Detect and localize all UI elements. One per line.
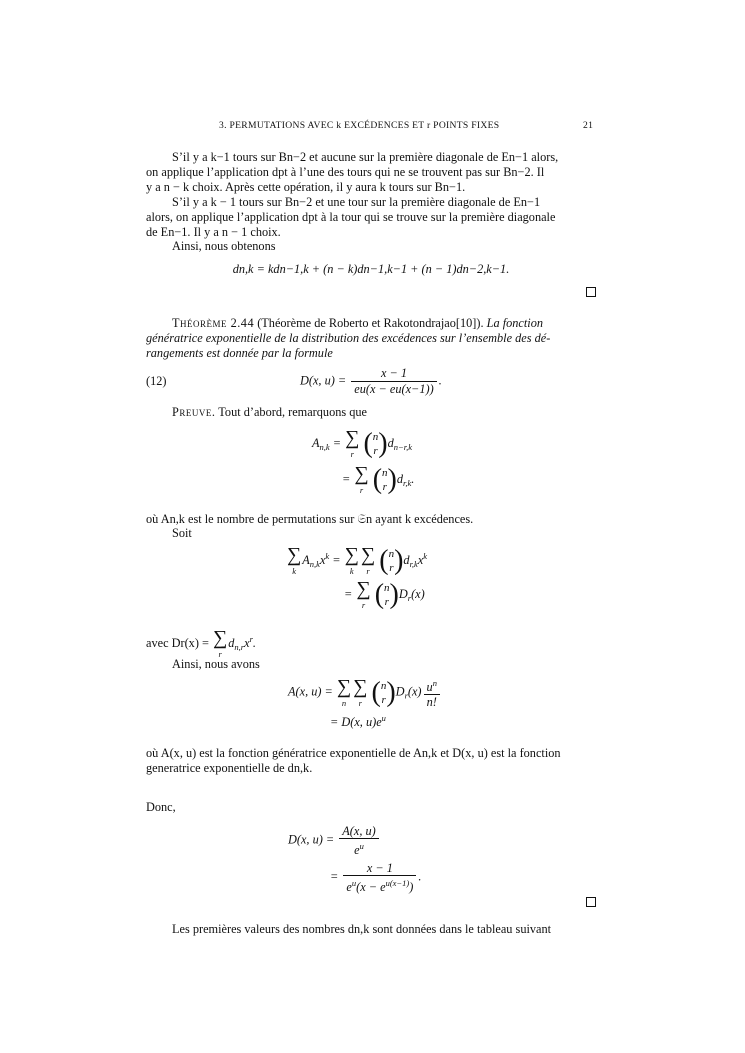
page-number: 21 bbox=[583, 120, 594, 131]
paragraph-2-line-2: alors, on applique l’application dpt à la tour qui se trouve sur la première diagonale bbox=[146, 210, 556, 224]
qed-box-2 bbox=[586, 897, 596, 907]
equation-12-lhs: D(x, u) = bbox=[300, 373, 347, 388]
text-donc: Donc, bbox=[146, 800, 176, 814]
equation-12-fraction bbox=[351, 366, 436, 397]
text-final: Les premières valeurs des nombres dn,k sont données dans le tableau suivant bbox=[172, 922, 552, 936]
proof-intro-text: Tout d’abord, remarquons que bbox=[218, 405, 367, 419]
text-soit: Soit bbox=[172, 526, 192, 540]
paragraph-3: Ainsi, nous obtenons bbox=[172, 239, 276, 253]
text-ou-2 bbox=[146, 746, 596, 776]
equation-12: D(x, u) = $\frac{x - 1}{eu(x - eu(x-1))}$ . bbox=[300, 366, 442, 396]
proof-intro bbox=[146, 405, 596, 420]
text-ainsi-2: Ainsi, nous avons bbox=[172, 657, 260, 671]
text-ou-1: où An,k est le nombre de permutations sur 𝔖n ayant k excédences. bbox=[146, 512, 474, 526]
paragraph-2-line-1: S’il y a k − 1 tours sur Bn−2 et une tour sur la première diagonale de En−1 bbox=[172, 195, 541, 209]
paragraph-1 bbox=[146, 150, 596, 195]
text-avec: avec Dr(x) = ∑ r $d_{n,r}x^r$. bbox=[146, 627, 256, 659]
theorem-label: Théorème 2.44 bbox=[172, 316, 255, 330]
theorem-2-44 bbox=[146, 316, 596, 361]
theorem-line-3: rangements est donnée par la formule bbox=[146, 346, 333, 360]
paragraph-1-line-2: on applique l’application dpt à l’une des tours qui ne se trouvent pas sur Bn−2. Il bbox=[146, 165, 545, 179]
text-ou-2-line-1: où A(x, u) est la fonction génératrice exponentielle de An,k et D(x, u) est la fonction bbox=[146, 746, 561, 760]
equation-sum-ank: ∑ k $A_{n,k}x^k$ = ∑ k ∑ r (n $r)d_{r,k}x^k$ = ∑ r (n $r)D_r(x)$ bbox=[287, 544, 428, 610]
paragraph-2-line-3: de En−1. Il y a n − 1 choix. bbox=[146, 225, 281, 239]
equation-12-tag: (12) bbox=[146, 374, 167, 388]
text-ou-2-line-2: generatrice exponentielle de dn,k. bbox=[146, 761, 313, 775]
proof-label: Preuve. bbox=[172, 405, 216, 419]
paragraph-1-line-1: S’il y a k−1 tours sur Bn−2 et aucune sur la première diagonale de En−1 alors, bbox=[172, 150, 559, 164]
theorem-attribution: (Théorème de Roberto et Rakotondrajao[10]). bbox=[257, 316, 484, 330]
equation-dxu-final: D(x, u) = $\frac{A(x, u)}{e^u}$ = $\frac{x - 1}{e^u(x - e^{u(x-1)})}$ . bbox=[288, 824, 422, 894]
equation-recurrence: dn,k = kdn−1,k + (n − k)dn−1,k−1 + (n − 1)dn−2,k−1. bbox=[232, 262, 510, 276]
equation-12-denominator: eu(x − eu(x−1)) bbox=[354, 382, 434, 396]
paragraph-2 bbox=[146, 195, 596, 240]
paragraph-1-line-3: y a n − k choix. Après cette opération, il y aura k tours sur Bn−1. bbox=[146, 180, 466, 194]
equation-ank: $A_{n,k}$ = ∑ r (n $r)d_{n-r,k}$ = ∑ r (n $r)d_{r,k}$. bbox=[312, 427, 415, 495]
equation-axu: A(x, u) = ∑ n ∑ r (n $r)D_r(x)$ $\frac{u^n}{n!}$ = D(x, $u)e^u$ bbox=[288, 676, 442, 729]
running-title: 3. PERMUTATIONS AVEC k EXCÉDENCES ET r POINTS FIXES bbox=[219, 120, 500, 131]
theorem-line-1: La fonction bbox=[486, 316, 544, 330]
text-avec-label: avec Dr(x) = bbox=[146, 635, 209, 650]
theorem-line-2: génératrice exponentielle de la distribution des excédences sur l’ensemble des dé- bbox=[146, 331, 551, 345]
qed-box bbox=[586, 287, 596, 297]
equation-12-numerator: x − 1 bbox=[351, 366, 436, 382]
